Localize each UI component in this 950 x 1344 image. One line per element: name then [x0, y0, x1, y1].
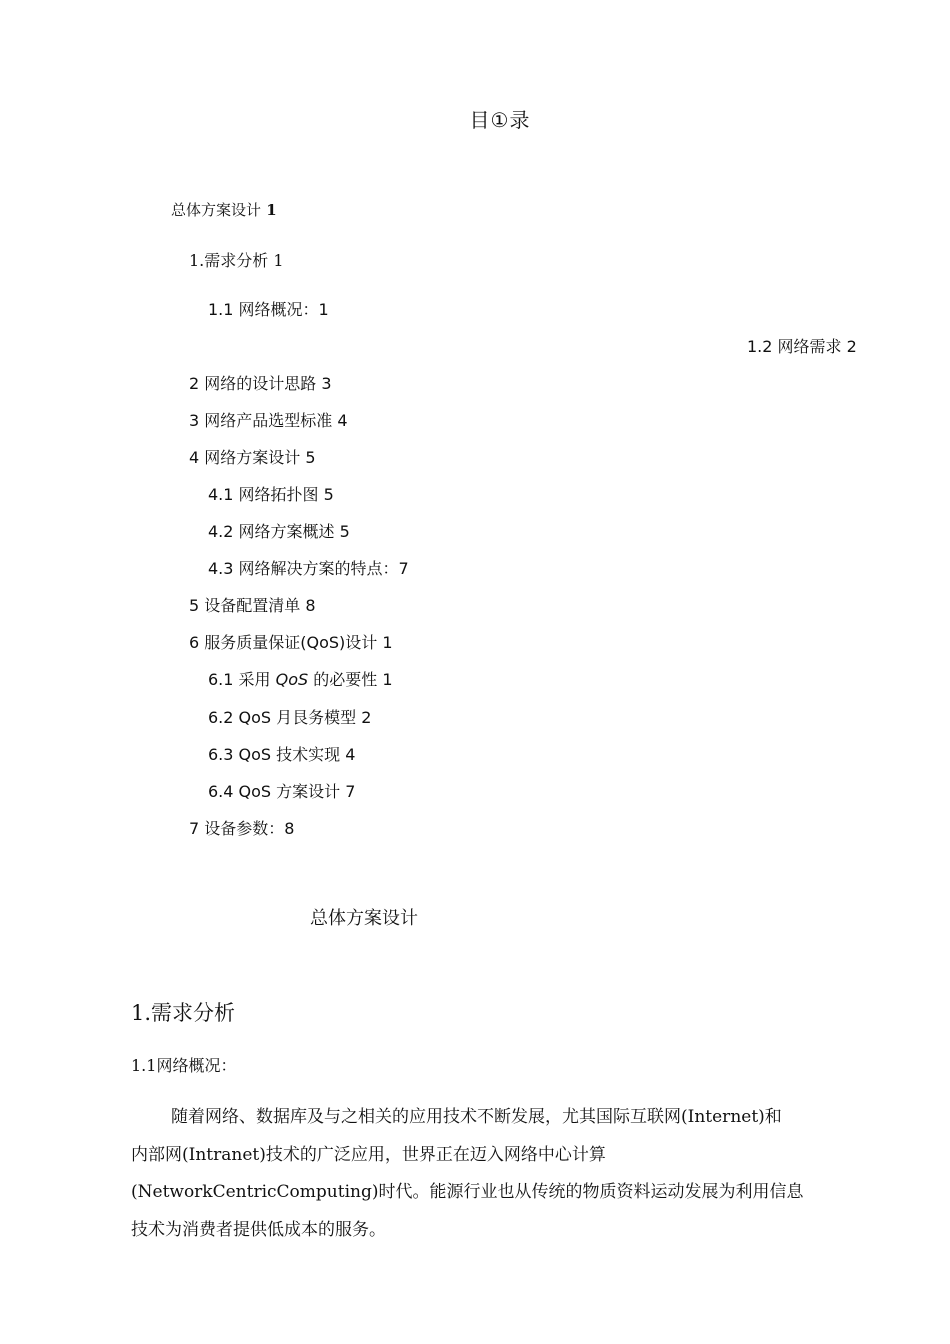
toc-entry-topology[interactable]: 4.1 网络拓扑图 5 [208, 485, 334, 504]
toc-entry-text: 总体方案设计 [171, 201, 262, 219]
toc-entry-qos-implementation[interactable]: 6.3 QoS 技术实现 4 [208, 745, 356, 764]
section-heading: 1.需求分析 [131, 1001, 236, 1025]
toc-entry-qos-necessity[interactable] [208, 667, 393, 690]
toc-entry-solution-features[interactable]: 4.3 网络解决方案的特点：7 [208, 559, 409, 578]
toc-entry-equipment-list[interactable]: 5 设备配置清单 8 [189, 596, 316, 615]
paragraph-line: 技术为消费者提供低成本的服务。 [131, 1219, 386, 1240]
toc-entry-text: 6.1 采用 [208, 670, 276, 689]
paragraph-line: 随着网络、数据库及与之相关的应用技术不断发展，尤其国际互联网(Internet)和 [171, 1107, 782, 1127]
toc-entry-text: 的必要性 1 [308, 670, 393, 689]
toc-entry-product-selection[interactable]: 3 网络产品选型标准 4 [189, 411, 348, 430]
toc-entry-qos-design[interactable]: 6 服务质量保证(QoS)设计 1 [189, 633, 393, 652]
toc-entry-equipment-params[interactable]: 7 设备参数：8 [189, 819, 295, 838]
toc-entry-qos-plan[interactable]: 6.4 QoS 方案设计 7 [208, 782, 356, 801]
toc-entry-page: 1 [261, 201, 277, 219]
paragraph-line: (NetworkCentricComputing)时代。能源行业也从传统的物质资料运动发展为利用信息 [131, 1182, 804, 1202]
toc-entry-network-needs[interactable]: 1.2 网络需求 2 [747, 337, 857, 356]
toc-entry-plan-summary[interactable]: 4.2 网络方案概述 5 [208, 522, 350, 541]
toc-entry-requirements[interactable]: 1.需求分析 1 [189, 251, 284, 270]
toc-entry-qos-model[interactable]: 6.2 QoS 月艮务模型 2 [208, 708, 372, 727]
subsection-heading: 1.1网络概况： [131, 1056, 237, 1075]
toc-entry-text-italic: QoS [275, 670, 309, 689]
toc-title: 目①录 [469, 108, 531, 132]
toc-entry-overall-design[interactable] [171, 199, 277, 220]
document-title: 总体方案设计 [310, 908, 418, 929]
paragraph-line: 内部网(Intranet)技术的广泛应用，世界正在迈入网络中心计算 [131, 1144, 606, 1165]
toc-entry-network-plan[interactable]: 4 网络方案设计 5 [189, 448, 316, 467]
toc-entry-design-ideas[interactable]: 2 网络的设计思路 3 [189, 374, 332, 393]
body-paragraph [131, 1099, 871, 1249]
toc-entry-network-overview[interactable]: 1.1 网络概况：1 [208, 300, 329, 319]
